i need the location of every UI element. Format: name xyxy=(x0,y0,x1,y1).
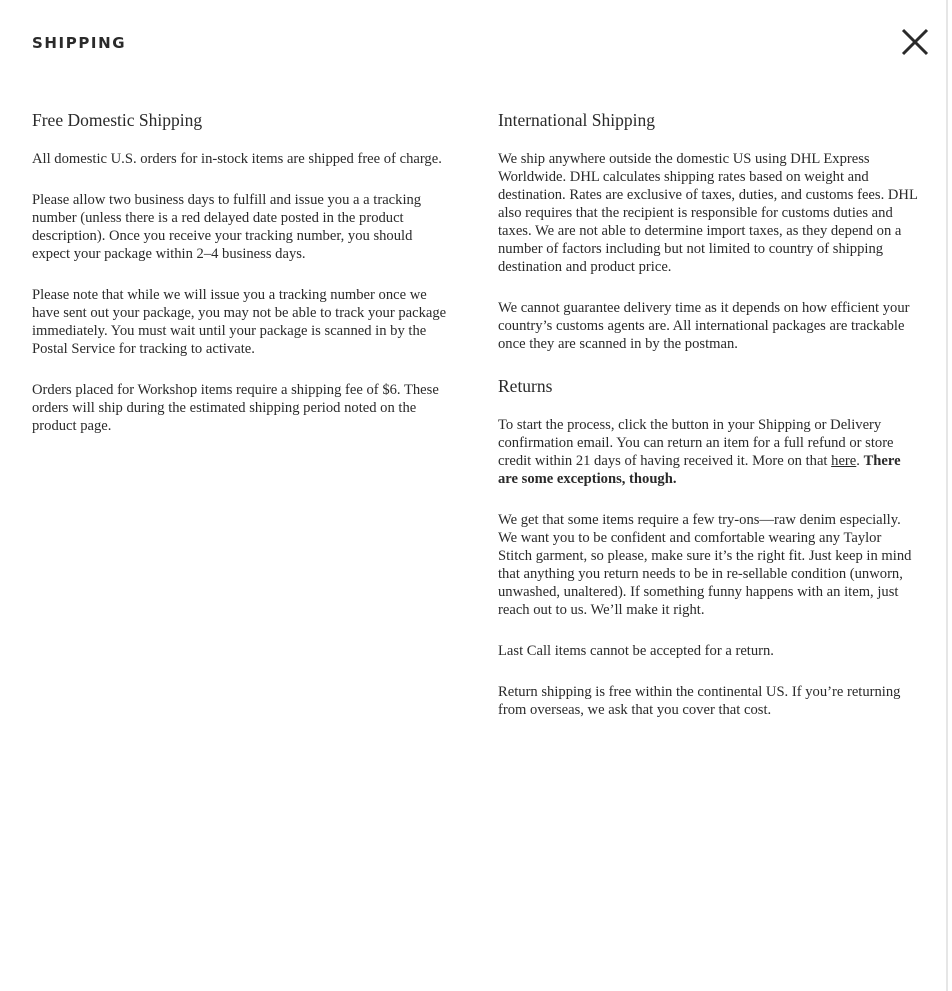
international-returns-column xyxy=(498,110,918,742)
domestic-paragraph: Please note that while we will issue you a tracking number once we have sent out your package, you may not be able to track your package immediately. You must wait until your package is scanned in by the Postal Service for tracking to activate. xyxy=(32,287,447,357)
returns-intro-separator: . xyxy=(856,453,864,469)
returns-intro-text: To start the process, click the button in your Shipping or Delivery confirmation email. You can return an item for a full refund or store credit within 21 days of having received it. More on that xyxy=(498,417,894,469)
international-paragraph: We cannot guarantee delivery time as it depends on how efficient your country’s customs agents are. All international packages are trackable once they are scanned in by the postman. xyxy=(498,300,910,352)
close-icon xyxy=(898,25,932,59)
international-shipping-heading: International Shipping xyxy=(498,110,655,130)
domestic-paragraph: All domestic U.S. orders for in-stock items are shipped free of charge. xyxy=(32,151,442,167)
returns-exceptions-note: There are some exceptions, though. xyxy=(498,453,901,487)
close-button[interactable] xyxy=(898,25,932,59)
returns-paragraph: We get that some items require a few try-ons—raw denim especially. We want you to be confident and comfortable wearing any Taylor Stitch garment, so please, make sure it’s the right fit. Just keep in mind that anything you return needs to be in re-sellable condition (unworn, unwashed, unaltered). If something funny happens with an item, just reach out to us. We’ll make it right. xyxy=(498,512,912,618)
domestic-shipping-section xyxy=(32,110,448,458)
returns-paragraph: Return shipping is free within the continental US. If you’re returning from overseas, we ask that you cover that cost. xyxy=(498,684,901,718)
modal-title: SHIPPING xyxy=(32,34,127,52)
international-paragraph: We ship anywhere outside the domestic US using DHL Express Worldwide. DHL calculates shipping rates based on weight and destination. Rates are exclusive of taxes, duties, and customs fees. DHL also requires that the recipient is responsible for customs duties and taxes. We are not able to determine import taxes, as they depend on a number of factors including but not limited to country of shipping destination and product price. xyxy=(498,151,918,275)
domestic-paragraph: Orders placed for Workshop items require a shipping fee of $6. These orders will ship during the estimated shipping period noted on the product page. xyxy=(32,382,439,434)
returns-heading: Returns xyxy=(498,376,553,396)
domestic-shipping-heading: Free Domestic Shipping xyxy=(32,110,203,130)
returns-intro-paragraph xyxy=(498,416,918,488)
returns-here-link[interactable]: here xyxy=(831,453,857,469)
returns-paragraph: Last Call items cannot be accepted for a return. xyxy=(498,643,774,659)
domestic-paragraph: Please allow two business days to fulfill and issue you a a tracking number (unless there is a red delayed date posted in the product description). Once you receive your tracking number, you should expect your package within 2–4 business days. xyxy=(32,192,422,262)
